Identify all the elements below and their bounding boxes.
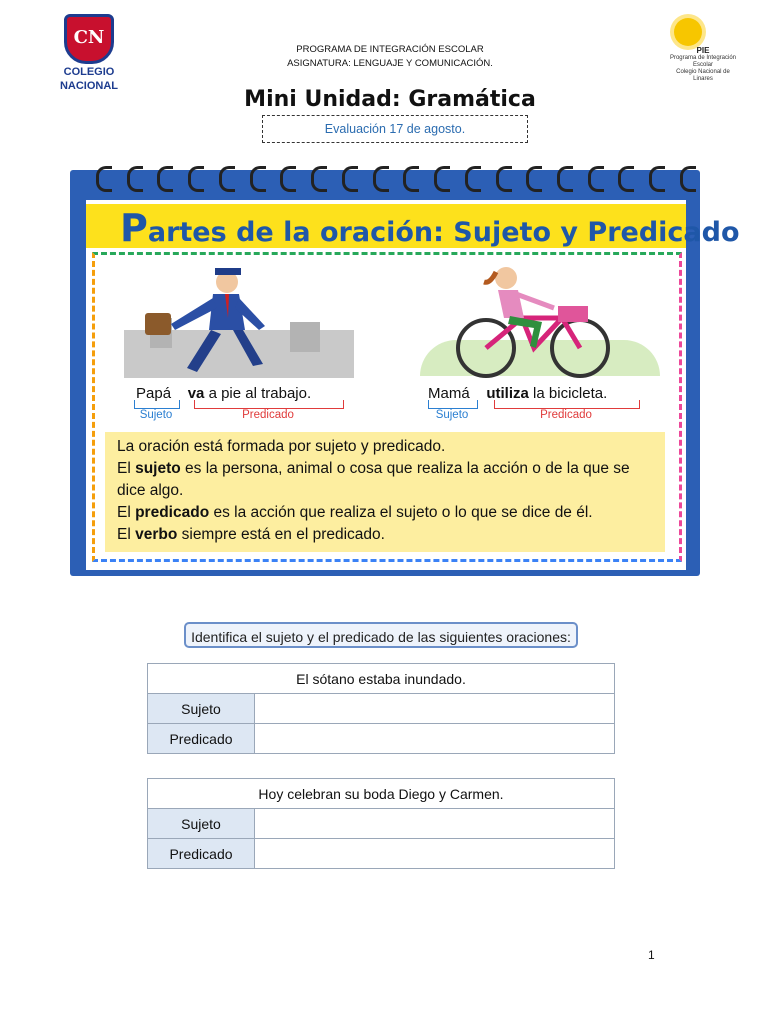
rule-line-3: El predicado es la acción que realiza el sujeto o lo que se dice de él. <box>117 504 593 521</box>
woman-bicycle-illustration <box>450 262 620 380</box>
exercise-2-subject-answer[interactable] <box>255 809 615 839</box>
program-heading: PROGRAMA DE INTEGRACIÓN ESCOLAR <box>296 44 484 55</box>
sun-icon <box>674 18 702 46</box>
pie-logo <box>668 18 738 82</box>
shield-icon: CN <box>64 14 114 64</box>
subject-bracket <box>134 400 180 409</box>
exercise-1-predicate-answer[interactable] <box>255 724 615 754</box>
subject-bracket <box>428 400 478 409</box>
spiral-rings <box>96 166 696 190</box>
evaluation-date-box: Evaluación 17 de agosto. <box>262 115 528 143</box>
exercise-table-1 <box>147 663 615 754</box>
rule-line-1: La oración está formada por sujeto y predicado. <box>117 438 446 455</box>
rule-line-2: El sujeto es la persona, animal o cosa que realiza la acción o de la que se dice algo. <box>117 460 630 499</box>
example2-rest: la bicicleta. <box>533 385 608 402</box>
rule-line-4: El verbo siempre está en el predicado. <box>117 526 385 543</box>
example2-verb: utiliza <box>486 385 529 402</box>
grammar-rules-box <box>105 432 665 552</box>
pie-logo-label: PIE <box>696 46 710 55</box>
predicate-bracket <box>494 400 640 409</box>
exercise-table-2 <box>147 778 615 869</box>
page-title: Mini Unidad: Gramática <box>244 87 536 112</box>
exercise-2-predicate-answer[interactable] <box>255 839 615 869</box>
exercise-1-sentence: El sótano estaba inundado. <box>148 664 615 694</box>
walking-man-illustration <box>135 268 275 380</box>
example1-predicate-tag: Predicado <box>242 409 294 421</box>
exercise-1-subject-answer[interactable] <box>255 694 615 724</box>
exercise-1-predicate-label: Predicado <box>148 724 255 754</box>
pie-logo-line2: Colegio Nacional de Linares <box>676 69 730 82</box>
exercise-2-sentence: Hoy celebran su boda Diego y Carmen. <box>148 779 615 809</box>
example1-subject: Papá <box>136 385 172 402</box>
exercise-2-predicate-label: Predicado <box>148 839 255 869</box>
exercise-2-subject-label: Sujeto <box>148 809 255 839</box>
example2-subject: Mamá <box>428 385 470 402</box>
colegio-nacional-logo <box>50 14 128 92</box>
page-number: 1 <box>648 948 655 962</box>
exercise-instruction: Identifica el sujeto y el predicado de las siguientes oraciones: <box>184 622 578 648</box>
example1-subject-tag: Sujeto <box>139 409 173 421</box>
subject-heading: ASIGNATURA: LENGUAJE Y COMUNICACIÓN. <box>287 58 493 69</box>
example2-predicate-tag: Predicado <box>540 409 592 421</box>
panel-title-initial: P <box>120 206 148 250</box>
building-shape <box>290 322 320 352</box>
pie-logo-line1: Programa de Integración Escolar <box>669 55 737 68</box>
example2-subject-tag: Sujeto <box>435 409 469 421</box>
panel-title-text: artes de la oración: Sujeto y Predicado <box>147 217 740 248</box>
panel-title <box>120 206 740 250</box>
logo-text-line2: NACIONAL <box>59 80 119 92</box>
exercise-1-subject-label: Sujeto <box>148 694 255 724</box>
predicate-bracket <box>194 400 344 409</box>
example1-verb: va <box>187 385 205 402</box>
logo-text-line1: COLEGIO <box>63 66 115 78</box>
example1-rest: a pie al trabajo. <box>208 385 312 402</box>
